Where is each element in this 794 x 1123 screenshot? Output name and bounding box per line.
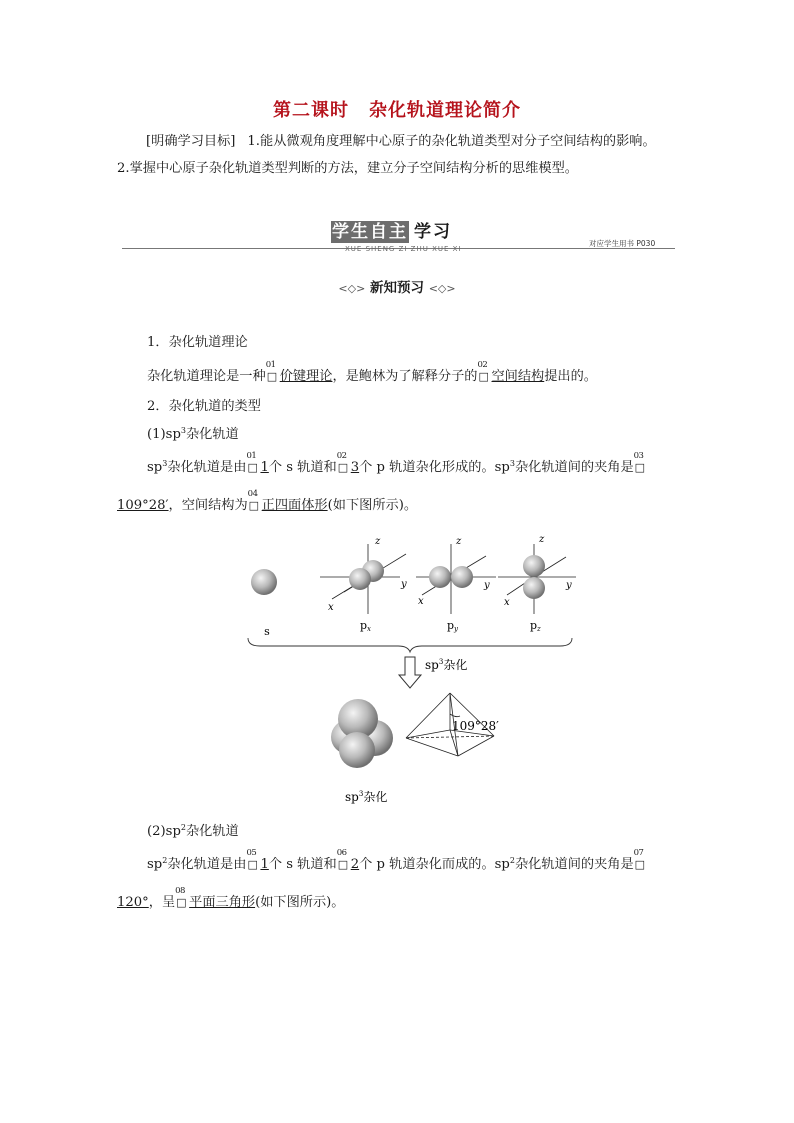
svg-text:y: y (566, 580, 572, 591)
answer-blank: 3 (350, 460, 360, 475)
paragraph-sp3-cont: 109°28′，空间结构为 04 □ 正四面体形(如下图所示)。 (117, 489, 418, 513)
section-header (0, 276, 794, 296)
banner-pinyin: XUE SHENG ZI ZHU XUE XI (345, 245, 462, 253)
label-py: py (447, 619, 459, 633)
label-px: px (360, 619, 371, 633)
paragraph-sp3: $sp^3$杂化轨道是由 01 □ 1个 s 轨道和 02 □ 3个 p 轨道杂化形成的。$sp^3$杂化轨道间的夹角是 03 □ (147, 459, 648, 474)
objective-1: 1.能从微观角度理解中心原子的杂化轨道类型对分子空间结构的影响。 (247, 134, 656, 149)
answer-blank: 平面三角形 (189, 895, 256, 910)
answer-mark: 04 □ (247, 489, 260, 512)
arrow-label: $sp^3$杂化 (425, 658, 468, 672)
section-title: 新知预习 (370, 280, 424, 296)
figure-caption: $sp^3$杂化 (345, 790, 388, 804)
answer-blank: 正四面体形 (261, 498, 328, 513)
arrow-down-icon (399, 657, 421, 688)
section-deco-left: <◇> (338, 282, 366, 295)
answer-mark: 01 □ (246, 451, 258, 474)
label-s: s (264, 625, 270, 638)
section-deco-right: <◇> (428, 282, 456, 295)
sp3-hybrid-orbitals (331, 699, 393, 768)
answer-mark: 07 □ (633, 848, 646, 871)
heading-sp2: $(2)sp^2$杂化轨道 (147, 823, 239, 839)
s-orbital (251, 569, 277, 595)
svg-text:x: x (328, 602, 334, 613)
objectives-line1 (146, 135, 656, 148)
pz-orbital-group (498, 534, 576, 614)
heading-2: 2．杂化轨道的类型 (147, 399, 261, 414)
answer-mark: 05 □ (246, 848, 258, 871)
banner-box: 学生自主 (332, 222, 408, 242)
book-reference: 对应学生用书 P030 (589, 239, 656, 248)
objectives-label: [明确学习目标] (146, 134, 236, 149)
heading-1: 1．杂化轨道理论 (147, 335, 248, 350)
answer-mark: 08 □ (175, 886, 187, 909)
angle-label: 109°28′ (452, 719, 499, 733)
py-orbital-group (416, 536, 496, 614)
paragraph-sp2-cont: 120°，呈 08 □ 平面三角形(如下图所示)。 (117, 886, 345, 910)
answer-mark: 06 □ (336, 848, 349, 871)
paragraph-sp2: $sp^2$杂化轨道是由 05 □ 1个 s 轨道和 06 □ 2个 p 轨道杂化而成的。$sp^2$杂化轨道间的夹角是 07 □ (147, 856, 648, 871)
page-title (0, 96, 794, 122)
answer-blank: 1 (260, 857, 269, 872)
svg-text:y: y (401, 579, 407, 590)
answer-mark: 03 □ (633, 451, 646, 474)
answer-blank: 109°28′ (117, 498, 169, 513)
answer-mark: 01 □ (265, 360, 278, 383)
svg-text:z: z (456, 536, 462, 547)
answer-mark: 02 □ (477, 360, 489, 383)
title-part1: 第二课时 (273, 100, 349, 121)
objective-2: 2.掌握中心原子杂化轨道类型判断的方法，建立分子空间结构分析的思维模型。 (117, 161, 578, 176)
answer-blank: 2 (350, 857, 360, 872)
brace (248, 638, 572, 652)
answer-blank: 价键理论 (279, 369, 333, 384)
svg-text:x: x (418, 596, 424, 607)
answer-blank: 1 (260, 460, 269, 475)
answer-blank: 空间结构 (491, 369, 545, 384)
title-part2: 杂化轨道理论简介 (369, 100, 521, 121)
svg-text:y: y (484, 580, 490, 591)
paragraph-1: 杂化轨道理论是一种 01 □ 价键理论，是鲍林为了解释分子的 02 □ 空间结构提出的。 (147, 360, 597, 384)
label-pz: pz (530, 619, 541, 633)
answer-blank: 120° (117, 895, 149, 910)
svg-text:z: z (375, 536, 381, 547)
sp3-hybridization-figure (240, 526, 600, 816)
svg-text:x: x (504, 597, 510, 608)
svg-text:z: z (539, 534, 545, 545)
heading-sp3: $(1)sp^3$杂化轨道 (147, 426, 239, 442)
answer-mark: 02 □ (336, 451, 349, 474)
banner-text: 学习 (414, 222, 452, 242)
px-orbital-group (320, 536, 407, 614)
